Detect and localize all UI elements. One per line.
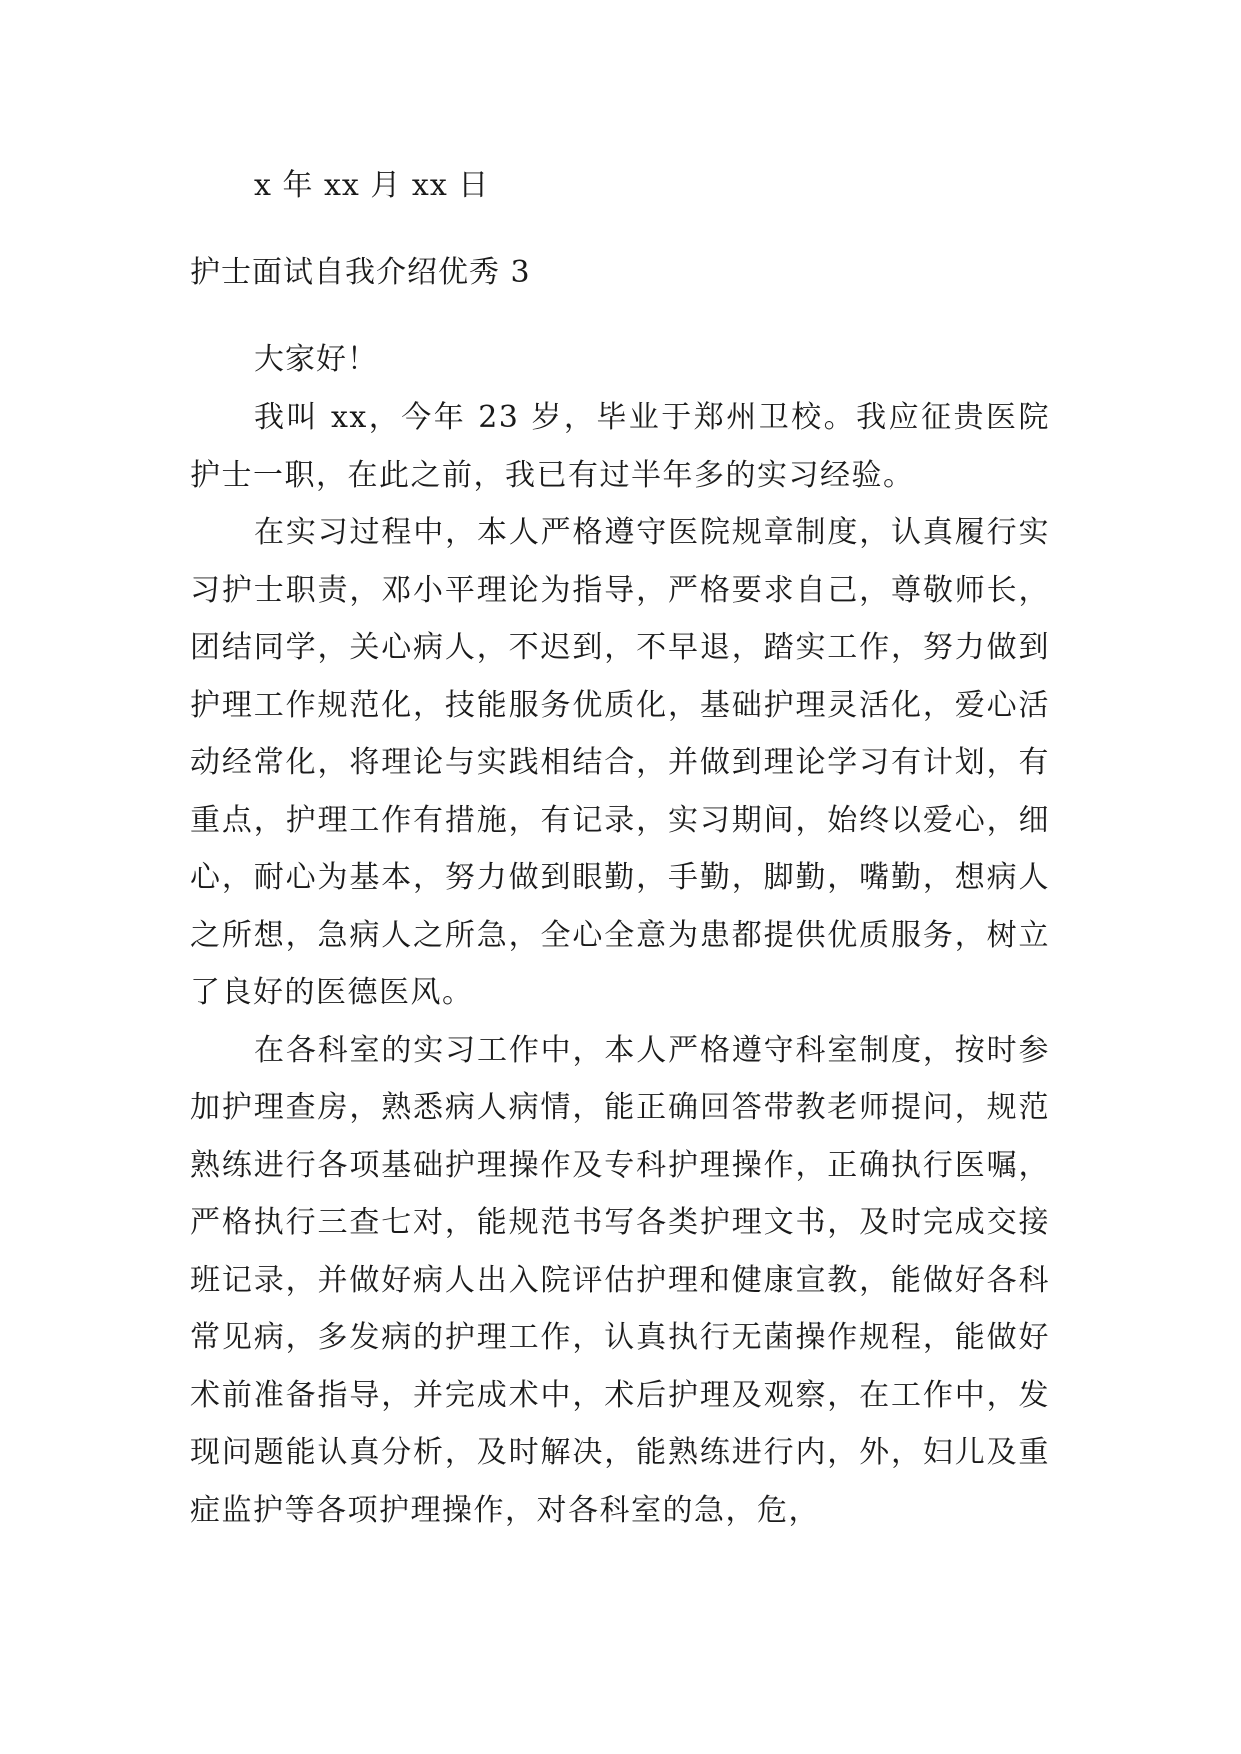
greeting: 大家好！ [254,342,378,377]
document-title: 护士面试自我介绍优秀 3 [190,255,531,290]
body-text [190,389,1050,1539]
paragraph-internship: 在实习过程中，本人严格遵守医院规章制度，认真履行实习护士职责，邓小平理论为指导，严格要求自己，尊敬师长，团结同学，关心病人，不迟到，不早退，踏实工作，努力做到护理工作规范化，技能服务优质化，基础护理灵活化，爱心活动经常化，将理论与实践相结合，并做到理论学习有计划，有重点，护理工作有措施，有记录，实习期间，始终以爱心，细心，耐心为基本，努力做到眼勤，手勤，脚勤，嘴勤，想病人之所想，急病人之所急，全心全意为患都提供优质服务，树立了良好的医德医风。 [190,515,1050,1010]
paragraph-department-work: 在各科室的实习工作中，本人严格遵守科室制度，按时参加护理查房，熟悉病人病情，能正确回答带教老师提问，规范熟练进行各项基础护理操作及专科护理操作，正确执行医嘱，严格执行三查七对，能规范书写各类护理文书，及时完成交接班记录，并做好病人出入院评估护理和健康宣教，能做好各科常见病，多发病的护理工作，认真执行无菌操作规程，能做好术前准备指导，并完成术中，术后护理及观察，在工作中，发现问题能认真分析，及时解决，能熟练进行内，外，妇儿及重症监护等各项护理操作，对各科室的急，危， [190,1032,1050,1528]
paragraph-introduction: 我叫 xx，今年 23 岁，毕业于郑州卫校。我应征贵医院护士一职，在此之前，我已有过半年多的实习经验。 [190,400,1050,493]
date-line: x 年 xx 月 xx 日 [254,168,490,203]
